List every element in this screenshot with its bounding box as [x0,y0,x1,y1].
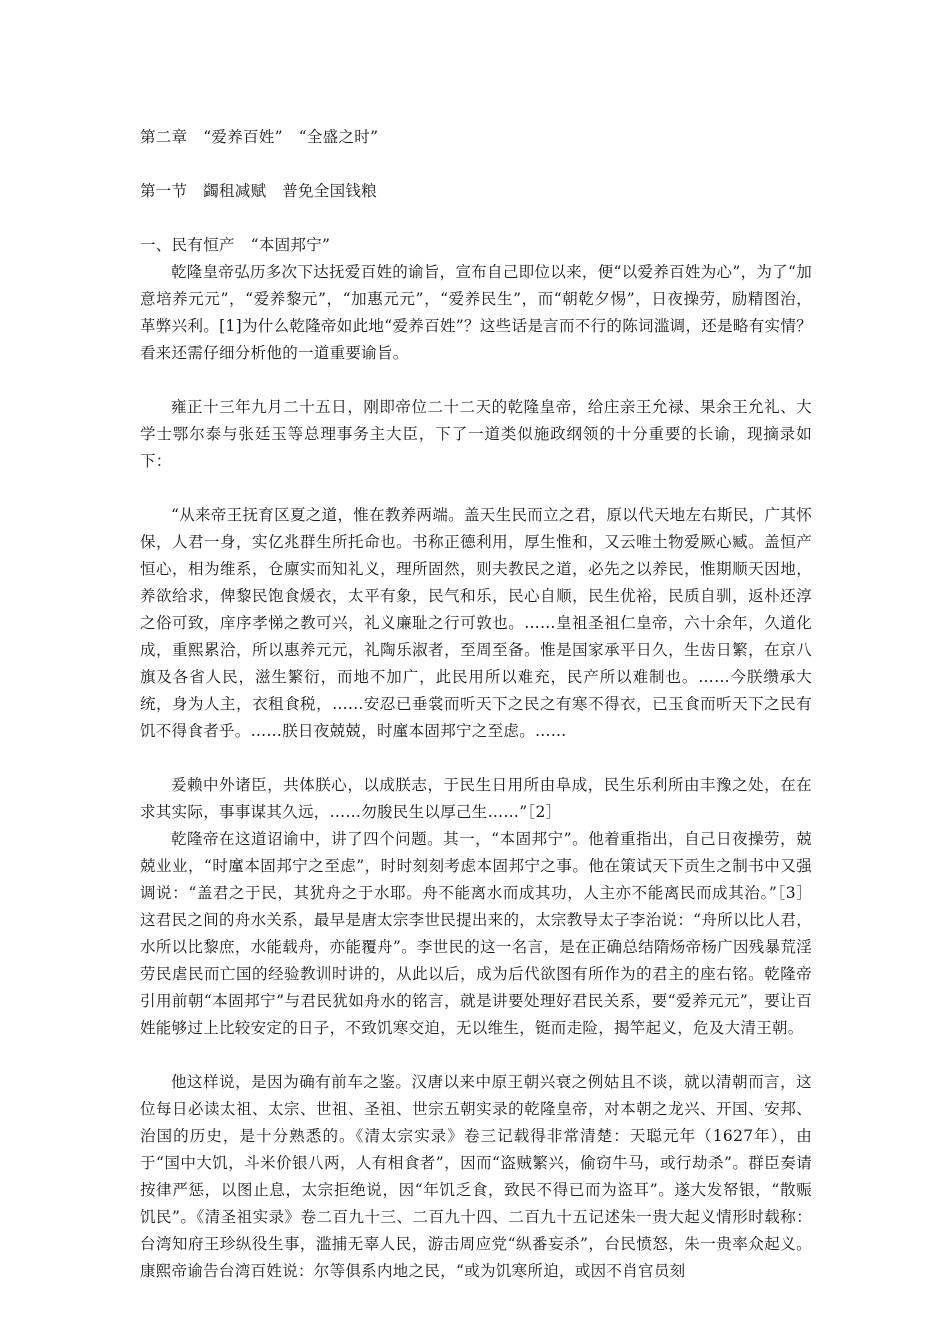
paragraph: 雍正十三年九月二十五日，刚即帝位二十二天的乾隆皇帝，给庄亲王允禄、果余王允礼、大学士鄂尔泰与张廷玉等总理事务主大臣，下了一道类似施政纲领的十分重要的长谕，现摘录如下： [140,398,812,470]
quoted-edict-paragraph: “从来帝王抚育区夏之道，惟在教养两端。盖天生民而立之君，原以代天地左右斯民，广其怀保，人君一身，实亿兆群生所托命也。书称正德利用，厚生惟和，又云唯土物爱厥心臧。盖恒产恒心，相为维系，仓廪实而知礼义，理所固然，则夫教民之道，必先之以养民，惟期顺天因地，养欲给求，俾黎民饱食煖衣，太平有象，民气和乐，民心自顺，民生优裕，民质自驯，返朴还淳之俗可致，庠序孝悌之教可兴，礼义廉耻之行可敦也。……皇祖圣祖仁皇帝，六十余年，久道化成，重熙累洽，所以惠养元元，礼陶乐淑者，至周至备。惟是国家承平日久，生齿日繁，在京八旗及各省人民，滋生繁衍，而地不加广，此民用所以难充，民产所以难制也。……今朕缵承大统，身为人主，衣租食税，……安忍已垂裳而听天下之民之有寒不得衣，已玉食而听天下之民有饥不得食者乎。……朕日夜兢兢，时廑本固邦宁之至虑。…… [140,506,812,740]
paragraph: 他这样说，是因为确有前车之鉴。汉唐以来中原王朝兴衰之例姑且不谈，就以清朝而言，这位每日必读太祖、太宗、世祖、圣祖、世宗五朝实录的乾隆皇帝，对本朝之龙兴、开国、安邦、治国的历史，是十分熟悉的。《清太宗实录》卷三记载得非常清楚：天聪元年（1627年），由于“国中大饥，斗米价银八两，人有相食者”，因而“盗贼繁兴，偷窃牛马，或行劫杀”。群臣奏请按律严惩，以图止息，太宗拒绝说，因“年饥乏食，致民不得已而为盗耳”。遂大发帑银，“散赈饥民”。《清圣祖实录》卷二百九十三、二百九十四、二百九十五记述朱一贵大起义情形时载称：台湾知府王珍纵役生事，滥捕无辜人民，游击周应党“纵番妄杀”，台民愤怒，朱一贵率众起义。康熙帝谕告台湾百姓说：尔等俱系内地之民，“或为饥寒所迫，或因不肖官员刻 [140,1073,812,1280]
chapter-title: 第二章 “爱养百姓” “全盛之时” [140,128,379,146]
paragraph: 乾隆帝在这道诏谕中，讲了四个问题。其一，“本固邦宁”。他着重指出，自己日夜操劳，兢兢业业，“时廑本固邦宁之至虑”，时时刻刻考虑本固邦宁之事。他在策试天下贡生之制书中又强调说：“盖君之于民，其犹舟之于水耶。舟不能离水而成其功，人主亦不能离民而成其治。”［3］这君民之间的舟水关系，最早是唐太宗李世民提出来的，太宗教导太子李治说：“舟所以比人君，水所以比黎庶，水能载舟，亦能覆舟”。李世民的这一名言，是在正确总结隋炀帝杨广因残暴荒淫劳民虐民而亡国的经验教训时讲的，从此以后，成为后代欲图有所作为的君主的座右铭。乾隆帝引用前朝“本固邦宁”与君民犹如舟水的铭言，就是讲要处理好君民关系，要“爱养元元”，要让百姓能够过上比较安定的日子，不致饥寒交迫，无以维生，铤而走险，揭竿起义，危及大清王朝。 [140,830,812,1037]
paragraph: 乾隆皇帝弘历多次下达抚爱百姓的谕旨，宣布自己即位以来，便“以爱养百姓为心”，为了“加意培养元元”，“爱养黎元”，“加惠元元”，“爱养民生”，而“朝乾夕惕”，日夜操劳，励精图治，革弊兴利。[1]为什么乾隆帝如此地“爱养百姓”？这些话是言而不行的陈词滥调，还是略有实情？看来还需仔细分析他的一道重要谕旨。 [140,263,812,362]
section-title: 第一节 蠲租减赋 普免全国钱粮 [140,182,378,200]
subsection-title: 一、民有恒产 “本固邦宁” [140,236,331,254]
document-body [140,124,812,1285]
quoted-edict-paragraph: 爰赖中外诸臣，共体朕心，以成朕志，于民生日用所由阜成，民生乐利所由丰豫之处，在在求其实际，事事谋其久远，……勿朘民生以厚己生……”［2］ [140,776,812,821]
